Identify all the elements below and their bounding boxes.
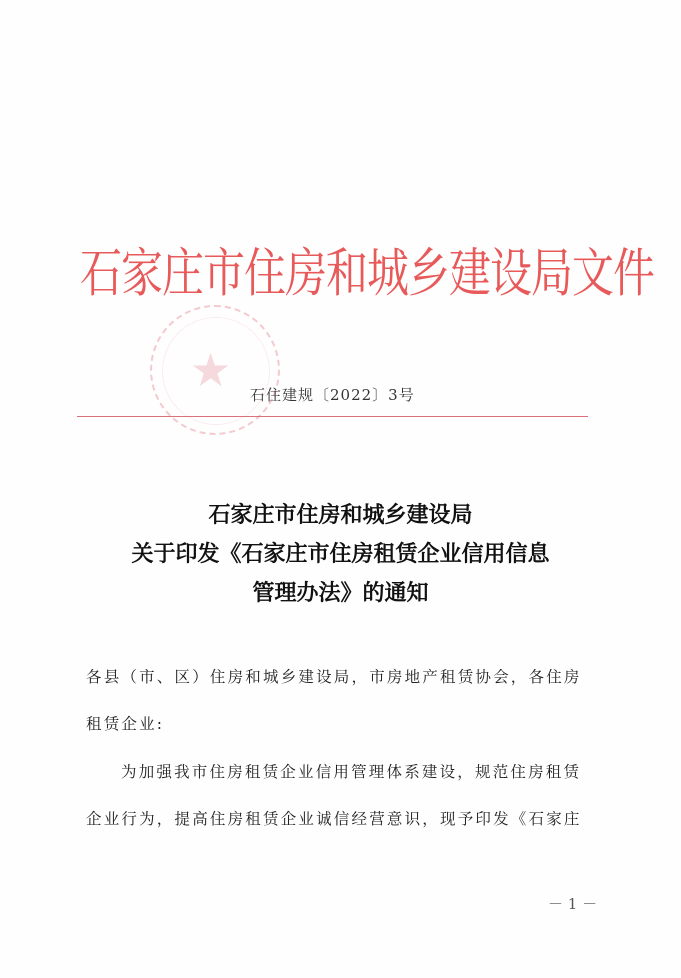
notice-title-line-1: 石家庄市住房和城乡建设局 (208, 502, 473, 528)
paragraph-line-1: 为加强我市住房租赁企业信用管理体系建设，规范住房租赁 (121, 763, 582, 781)
issuer-header: 石家庄市住房和城乡建设局文件 (80, 242, 655, 304)
seal-star-icon: ★ (190, 343, 232, 397)
notice-title-line-2: 关于印发《石家庄市住房租赁企业信用信息 (131, 541, 550, 567)
salutation-line-1: 各县（市、区）住房和城乡建设局，市房地产租赁协会，各住房 (86, 668, 582, 686)
document-number: 石住建规〔2022〕3号 (250, 386, 415, 404)
page-number: － 1 － (548, 895, 598, 913)
red-divider-line (77, 416, 588, 417)
paragraph-line-2: 企业行为，提高住房租赁企业诚信经营意识，现予印发《石家庄 (86, 810, 582, 828)
salutation-line-2: 租赁企业: (86, 715, 165, 733)
notice-title-line-3: 管理办法》的通知 (252, 580, 429, 606)
